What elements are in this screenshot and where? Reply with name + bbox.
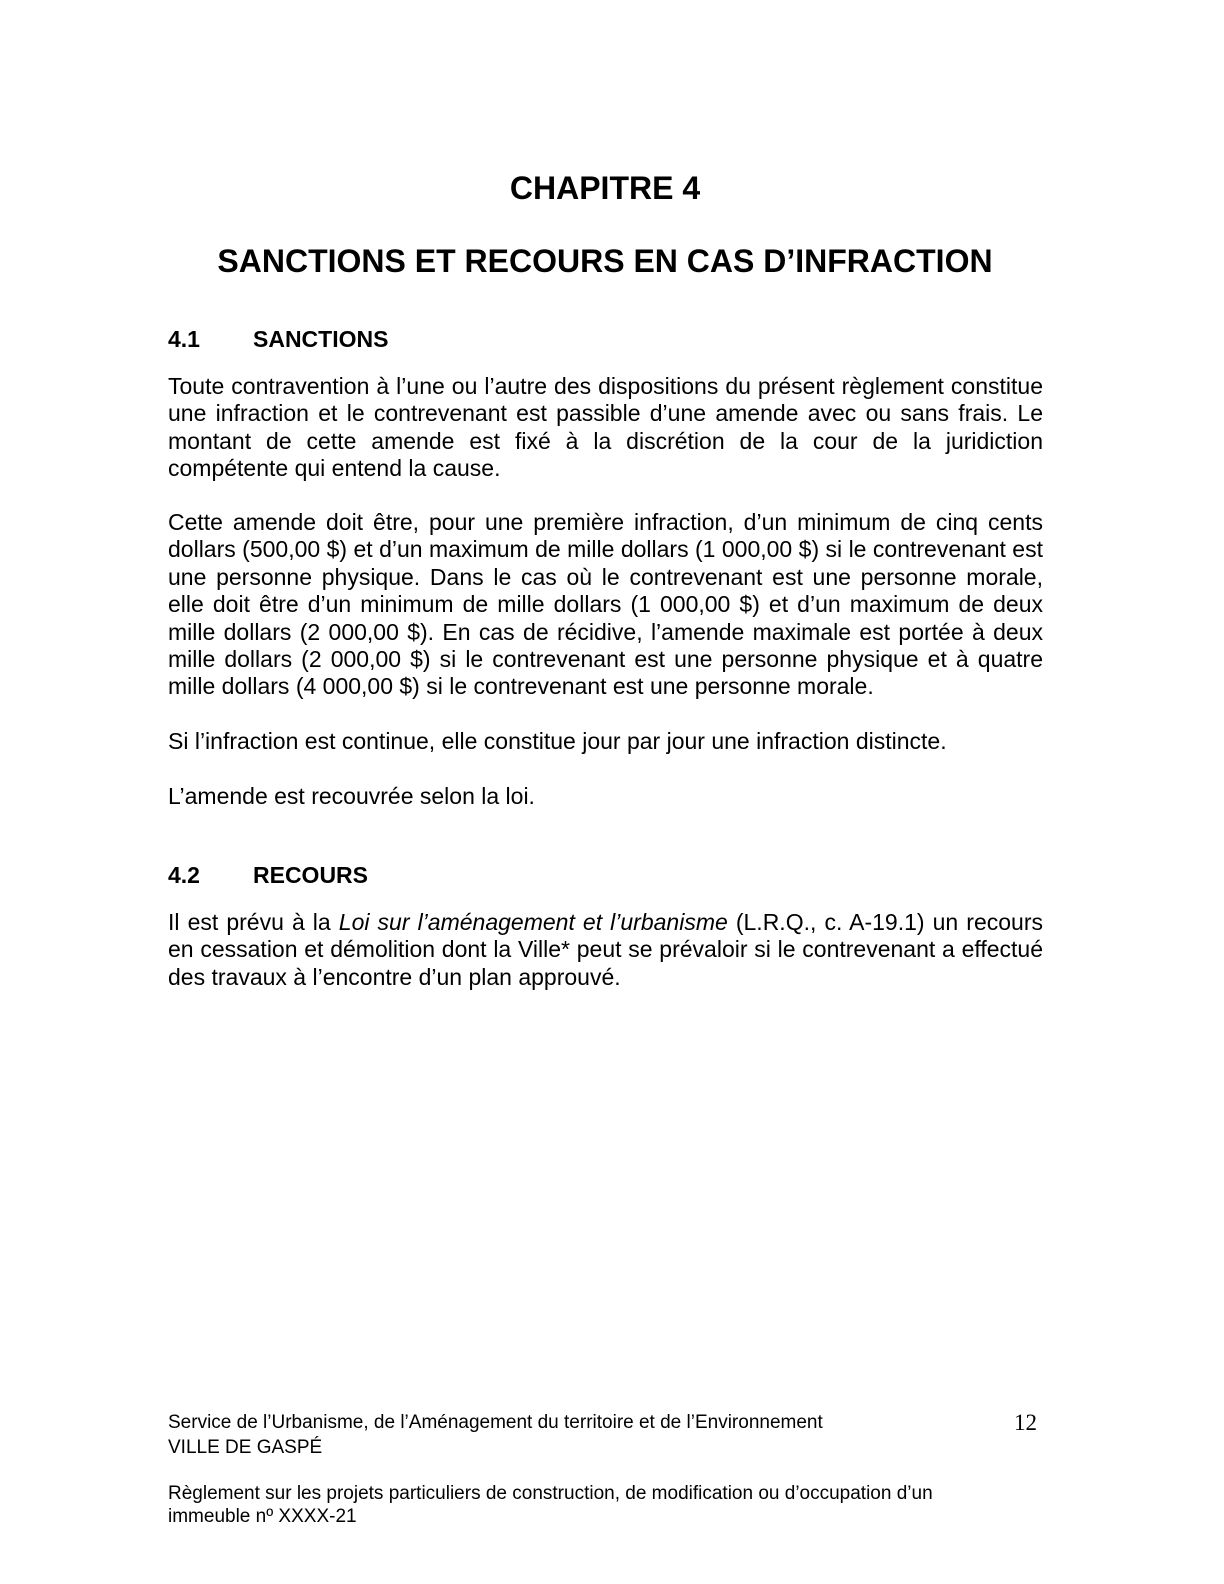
recours-paragraph — [168, 909, 1043, 991]
recours-text-after: (L.R.Q., c. A-19.1) un recours en cessation et démolition dont la Ville* peut se prévaloir si le contrevenant a effectué des travaux à l’encontre d’un plan approuvé. — [168, 909, 1043, 990]
section-number: 4.1 — [168, 326, 200, 352]
section-title: SANCTIONS — [253, 326, 389, 352]
page-number: 12 — [1014, 1410, 1037, 1435]
footer-city: VILLE DE GASPÉ — [168, 1437, 323, 1458]
law-title: Loi sur l’aménagement et l’urbanisme — [338, 909, 728, 935]
chapter-title: CHAPITRE 4 — [509, 170, 701, 206]
chapter-subtitle: SANCTIONS ET RECOURS EN CAS D’INFRACTION — [217, 243, 993, 279]
footer-regulation-line-1: Règlement sur les projets particuliers de construction, de modification ou d’occupation d’un — [168, 1483, 933, 1504]
section-heading-sanctions — [168, 324, 388, 354]
section-heading-recours — [168, 860, 368, 890]
sanctions-paragraph-3: Si l’infraction est continue, elle constitue jour par jour une infraction distincte. — [168, 728, 947, 754]
section-title: RECOURS — [253, 862, 369, 888]
sanctions-paragraph-1: Toute contravention à l’une ou l’autre des dispositions du présent règlement constitue une infraction et le contrevenant est passible d’une amende avec ou sans frais. Le montant de cette amende est fixé à la discrétion de la cour de la juridiction compétente qui entend la cause. — [168, 373, 1043, 482]
section-number: 4.2 — [168, 862, 200, 888]
footer-department: Service de l’Urbanisme, de l’Aménagement du territoire et de l’Environnement — [168, 1412, 823, 1433]
sanctions-paragraph-4: L’amende est recouvrée selon la loi. — [168, 783, 535, 809]
recours-text-before: Il est prévu à la — [168, 909, 339, 935]
sanctions-paragraph-2: Cette amende doit être, pour une première infraction, d’un minimum de cinq cents dollars (500,00 $) et d’un maximum de mille dollars (1 000,00 $) si le contrevenant est une personne physique. Dans le cas où le contrevenant est une personne morale, elle doit être d’un minimum de mille dollars (1 000,00 $) et d’un maximum de deux mille dollars (2 000,00 $). En cas de récidive, l’amende maximale est portée à deux mille dollars (2 000,00 $) si le contrevenant est une personne physique et à quatre mille dollars (4 000,00 $) si le contrevenant est une personne morale. — [168, 509, 1043, 700]
footer-regulation-line-2: immeuble nº XXXX-21 — [168, 1506, 357, 1527]
